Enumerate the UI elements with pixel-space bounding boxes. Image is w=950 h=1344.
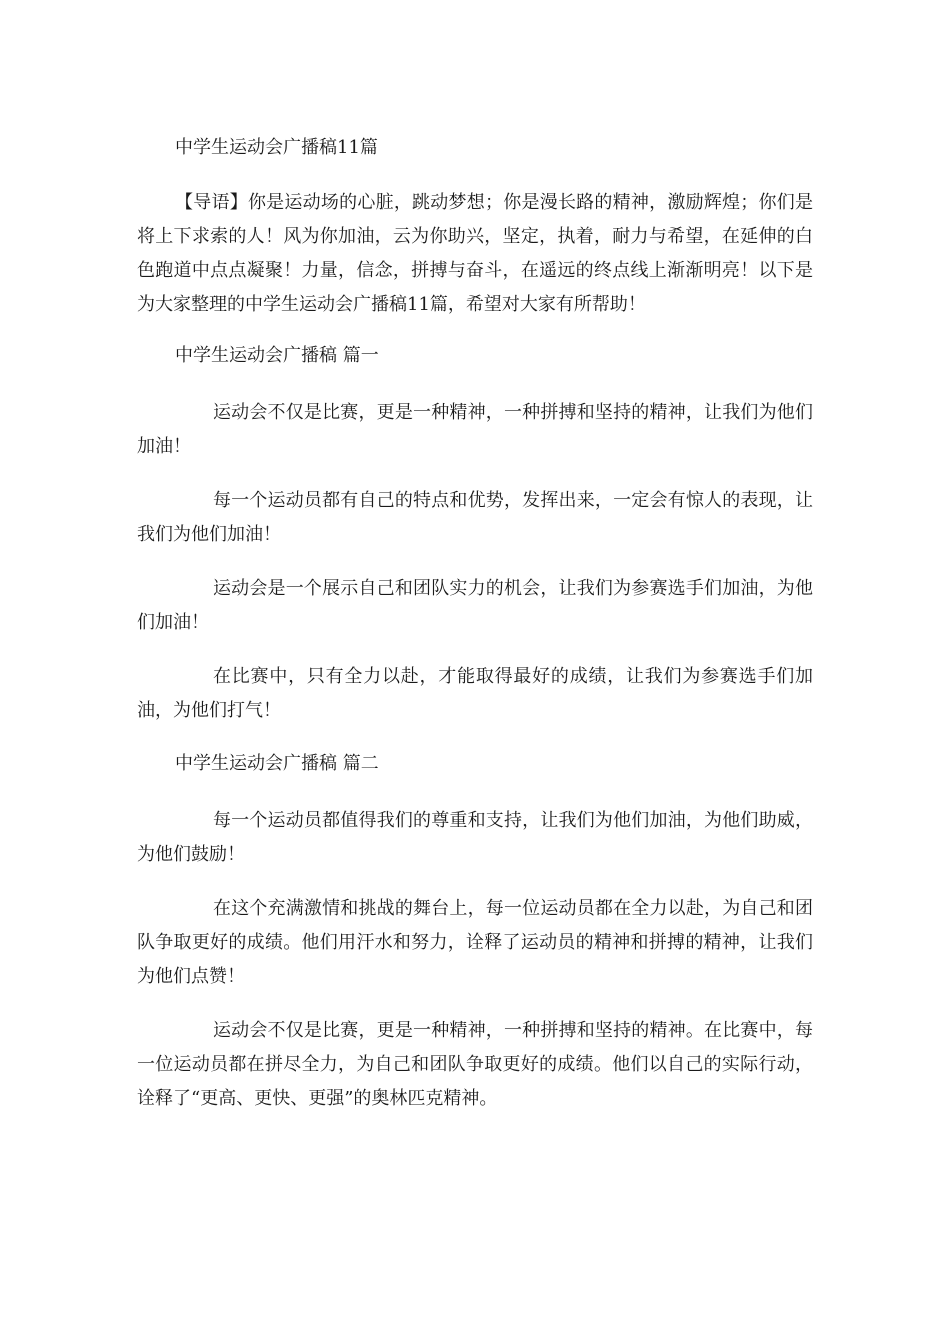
section-1-paragraph-1: 运动会不仅是比赛，更是一种精神，一种拼搏和坚持的精神，让我们为他们加油！	[137, 402, 813, 457]
section-2-paragraph-2: 在这个充满激情和挑战的舞台上，每一位运动员都在全力以赴，为自己和团队争取更好的成绩。他们用汗水和努力，诠释了运动员的精神和拼搏的精神，让我们为他们点赞！	[137, 898, 813, 987]
document-title: 中学生运动会广播稿11篇	[175, 137, 378, 158]
section-1-paragraph-2: 每一个运动员都有自己的特点和优势，发挥出来，一定会有惊人的表现，让我们为他们加油！	[137, 490, 813, 545]
section-1-paragraph-4: 在比赛中，只有全力以赴，才能取得最好的成绩，让我们为参赛选手们加油，为他们打气！	[137, 666, 813, 721]
section-heading-1: 中学生运动会广播稿 篇一	[175, 345, 379, 366]
intro-paragraph: 【导语】你是运动场的心脏，跳动梦想；你是漫长路的精神，激励辉煌；你们是将上下求索的人！风为你加油，云为你助兴，坚定，执着，耐力与希望，在延伸的白色跑道中点点凝聚！力量，信念，拼搏与奋斗，在遥远的终点线上渐渐明亮！以下是为大家整理的中学生运动会广播稿11篇，希望对大家有所帮助！	[137, 192, 813, 315]
section-1-paragraph-3: 运动会是一个展示自己和团队实力的机会，让我们为参赛选手们加油，为他们加油！	[137, 578, 813, 633]
section-heading-2: 中学生运动会广播稿 篇二	[175, 753, 379, 774]
section-2-paragraph-3: 运动会不仅是比赛，更是一种精神，一种拼搏和坚持的精神。在比赛中，每一位运动员都在拼尽全力，为自己和团队争取更好的成绩。他们以自己的实际行动，诠释了“更高、更快、更强”的奥林匹克精神。	[137, 1020, 813, 1109]
section-2-paragraph-1: 每一个运动员都值得我们的尊重和支持，让我们为他们加油，为他们助威，为他们鼓励！	[137, 810, 813, 865]
